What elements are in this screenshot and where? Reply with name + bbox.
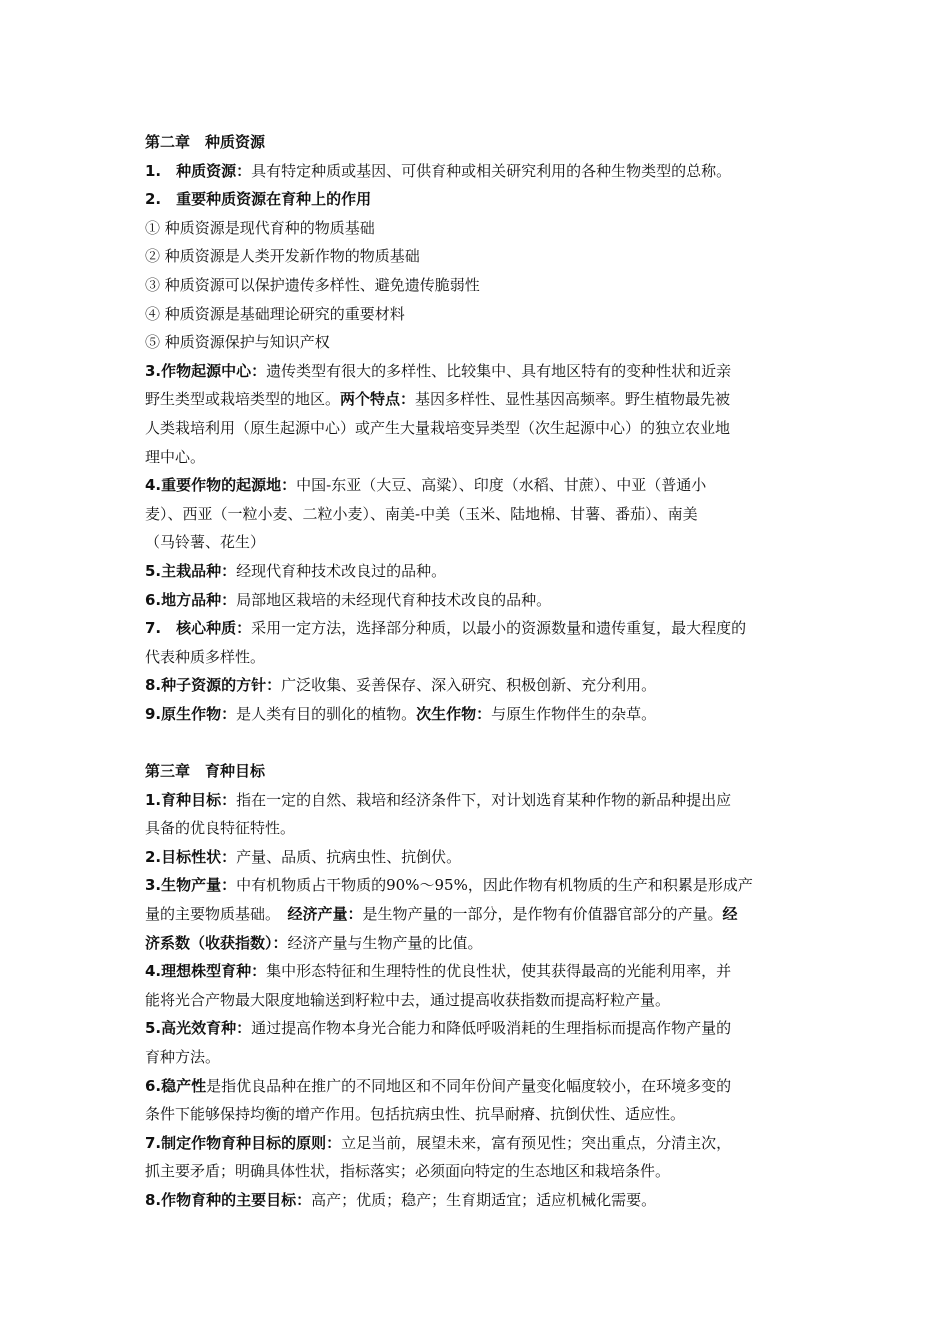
bold-term: 4.理想株型育种： (145, 962, 267, 981)
text-line (145, 643, 810, 672)
text-line (145, 929, 810, 958)
body-text: 指在一定的自然、栽培和经济条件下，对计划选育某种作物的新品种提出应 (236, 790, 732, 809)
text-line (145, 900, 810, 929)
text-line (145, 1014, 810, 1043)
text-line (145, 357, 810, 386)
body-text: 是指优良品种在推广的不同地区和不同年份间产量变化幅度较小，在环境多变的 (206, 1076, 732, 1095)
body-text: 集中形态特征和生理特性的优良性状，使其获得最高的光能利用率，并 (266, 962, 732, 981)
text-line (145, 242, 810, 271)
body-text: （马铃薯、花生） (145, 533, 266, 552)
body-text: 具备的优良特征特性。 (145, 819, 296, 838)
bold-term: 9.原生作物： (145, 704, 237, 723)
bold-term: 5.主栽品种： (145, 561, 237, 580)
bold-term: 7. 核心种质： (145, 619, 252, 638)
text-line (145, 1129, 810, 1158)
bold-term: 7.制定作物育种目标的原则： (145, 1133, 342, 1152)
body-text: 中国-东亚（大豆、高粱）、印度（水稻、甘蔗）、中亚（普通小 (296, 476, 707, 495)
bold-term: 两个特点： (340, 390, 416, 409)
text-line (145, 986, 810, 1015)
body-text: 高产；优质；稳产；生育期适宜；适应机械化需要。 (311, 1190, 657, 1209)
body-text: ③ 种质资源可以保护遗传多样性、避免遗传脆弱性 (145, 275, 480, 294)
bold-term: 8.种子资源的方针： (145, 676, 282, 695)
body-text: 通过提高作物本身光合能力和降低呼吸消耗的生理指标而提高作物产量的 (251, 1019, 732, 1038)
text-line (145, 671, 810, 700)
text-line (145, 300, 810, 329)
text-line (145, 557, 810, 586)
text-line (145, 385, 810, 414)
bold-term: 经济产量： (287, 905, 363, 924)
text-line (145, 700, 810, 729)
document-page (145, 128, 810, 1215)
text-line (145, 1043, 810, 1072)
body-text: 是生物产量的一部分，是作物有价值器官部分的产量。 (362, 905, 723, 924)
body-text: 量的主要物质基础。 (145, 905, 288, 924)
text-line (145, 614, 810, 643)
text-line (145, 471, 810, 500)
bold-term: 次生作物： (416, 704, 492, 723)
body-text: 能将光合产物最大限度地输送到籽粒中去，通过提高收获指数而提高籽粒产量。 (145, 990, 671, 1009)
bold-term: 8.作物育种的主要目标： (145, 1190, 312, 1209)
body-text: ⑤ 种质资源保护与知识产权 (145, 333, 330, 352)
body-text: 是人类有目的驯化的植物。 (236, 704, 417, 723)
body-text: 经济产量与生物产量的比值。 (287, 933, 483, 952)
body-text: ④ 种质资源是基础理论研究的重要材料 (145, 304, 405, 323)
text-line (145, 328, 810, 357)
body-text: 遗传类型有很大的多样性、比较集中、具有地区特有的变种性状和近亲 (266, 361, 732, 380)
bold-term: 经 (722, 905, 738, 924)
body-text: 人类栽培利用（原生起源中心）或产生大量栽培变异类型（次生起源中心）的独立农业地 (145, 418, 731, 437)
blank-line (145, 728, 810, 757)
body-text: 广泛收集、妥善保存、深入研究、积极创新、充分利用。 (281, 676, 657, 695)
text-line (145, 271, 810, 300)
text-line (145, 414, 810, 443)
text-line (145, 786, 810, 815)
bold-term: 2. 重要种质资源在育种上的作用 (145, 190, 372, 209)
body-text: 代表种质多样性。 (145, 647, 266, 666)
body-text: 育种方法。 (145, 1048, 221, 1066)
bold-term: 6.稳产性 (145, 1076, 207, 1095)
body-text: 局部地区栽培的未经现代育种技术改良的品种。 (236, 590, 552, 609)
text-line (145, 1072, 810, 1101)
text-line (145, 214, 810, 243)
text-line (145, 157, 810, 186)
body-text: 麦）、西亚（一粒小麦、二粒小麦）、南美-中美（玉米、陆地棉、甘薯、番茄）、南美 (145, 504, 698, 523)
text-line (145, 871, 810, 900)
text-line (145, 814, 810, 843)
body-text: 抓主要矛盾；明确具体性状，指标落实；必须面向特定的生态地区和栽培条件。 (145, 1162, 671, 1181)
body-text: 经现代育种技术改良过的品种。 (236, 561, 447, 580)
bold-term: 济系数（收获指数）： (145, 933, 288, 952)
text-line (145, 1157, 810, 1186)
text-line (145, 1100, 810, 1129)
body-text: 与原生作物伴生的杂草。 (491, 704, 657, 723)
text-line (145, 957, 810, 986)
bold-term: 第二章 种质资源 (145, 133, 266, 151)
body-text: 采用一定方法，选择部分种质，以最小的资源数量和遗传重复，最大程度的 (251, 619, 747, 638)
text-line (145, 528, 810, 557)
text-line (145, 128, 810, 157)
body-text: ② 种质资源是人类开发新作物的物质基础 (145, 247, 420, 266)
body-text: 中有机物质占干物质的90%～95%，因此作物有机物质的生产和积累是形成产 (236, 876, 753, 895)
body-text: ① 种质资源是现代育种的物质基础 (145, 218, 375, 237)
body-text: 基因多样性、显性基因高频率。野生植物最先被 (415, 390, 731, 409)
body-text: 具有特定种质或基因、可供育种或相关研究利用的各种生物类型的总称。 (251, 161, 732, 180)
text-line (145, 757, 810, 786)
bold-term: 6.地方品种： (145, 590, 237, 609)
bold-term: 5.高光效育种： (145, 1019, 252, 1038)
text-line (145, 586, 810, 615)
bold-term: 1.育种目标： (145, 790, 237, 809)
bold-term: 3.生物产量： (145, 876, 237, 895)
bold-term: 2.目标性状： (145, 847, 237, 866)
body-text: 产量、品质、抗病虫性、抗倒伏。 (236, 847, 462, 866)
bold-term: 3.作物起源中心： (145, 361, 267, 380)
bold-term: 4.重要作物的起源地： (145, 476, 297, 495)
bold-term: 第三章 育种目标 (145, 762, 266, 781)
body-text: 野生类型或栽培类型的地区。 (145, 390, 341, 409)
text-line (145, 185, 810, 214)
body-text: 条件下能够保持均衡的增产作用。包括抗病虫性、抗旱耐瘠、抗倒伏性、适应性。 (145, 1105, 686, 1124)
bold-term: 1. 种质资源： (145, 161, 252, 180)
text-line (145, 1186, 810, 1215)
text-line (145, 500, 810, 529)
text-line (145, 443, 810, 472)
body-text: 理中心。 (145, 447, 206, 466)
body-text: 立足当前，展望未来，富有预见性；突出重点，分清主次， (341, 1133, 732, 1152)
text-line (145, 843, 810, 872)
